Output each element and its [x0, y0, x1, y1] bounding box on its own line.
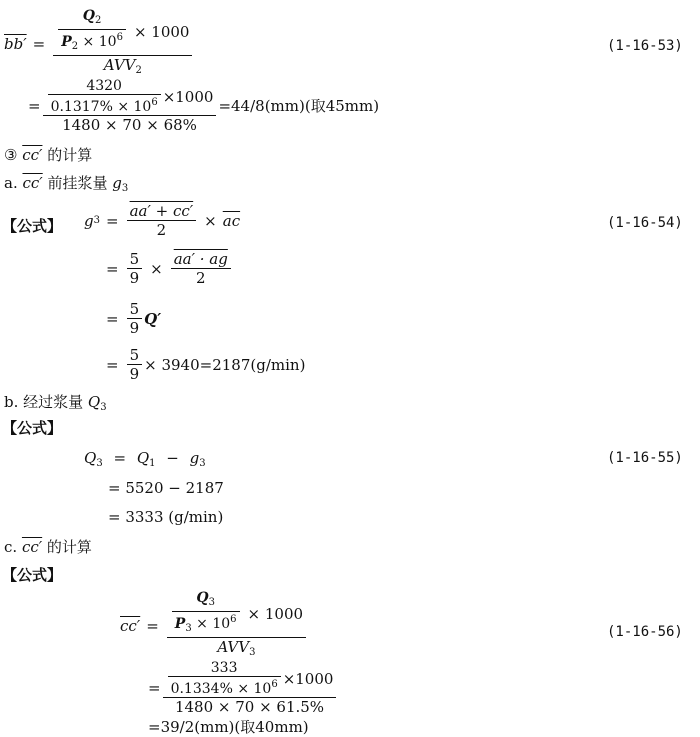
- section-c-title: ③ cc′ 的计算: [4, 146, 93, 164]
- eq55-line1: $Q_3 = Q_1 - g_3$: [84, 449, 206, 469]
- eq53-number: (1-16-53): [607, 38, 683, 54]
- circled-three: ③: [4, 146, 18, 164]
- eq53-num-value: 4320: [86, 78, 122, 94]
- eq56-line1: cc′ = $\frac{Q_3}{P_3 \times 10^6}$ × 1000 $AVV_3$: [120, 590, 308, 662]
- eq54-fraction-1: $\frac{aa' + cc'}{2}$: [127, 202, 197, 239]
- eq53-inner-den: P: [61, 34, 72, 50]
- eq53-inner-num-sub: 2: [94, 15, 102, 26]
- subsection-a-title: a. cc′ 前挂浆量 $g_3$: [4, 174, 129, 194]
- eq56-outer-fraction: $\frac{Q_3}{P_3 \times 10^6}$ × 1000 $AVV_3$: [167, 590, 306, 662]
- eq56-lhs: cc′: [120, 617, 141, 635]
- eq53-line2: [28, 78, 379, 134]
- eq56-line2: = $\frac{333}{0.1334\% \times 10^6}$ ×1000 1480 × 70 × 61.5%: [148, 660, 338, 716]
- eq55-line3: = 3333 (g/min): [108, 508, 224, 526]
- eq54-line1: g 3 = $\frac{aa' + cc'}{2}$ × $\overline{ac}$: [84, 202, 241, 239]
- eq53-value-inner-fraction: $\frac{4320}{0.1317\% \times 10^6}$: [48, 78, 161, 115]
- eq54-line4: = $\frac{5}{9}$ × 3940=2187(g/min): [106, 346, 306, 383]
- eq54-line2: = $\frac{5}{9}$ × $\frac{aa' \cdot ag}{2}$: [106, 250, 233, 287]
- eq53-equals: =: [32, 35, 46, 53]
- eq56-result: =39/2(mm)(取40mm): [148, 718, 309, 736]
- eq53-outer-fraction: [53, 8, 192, 80]
- eq53-inner-num: Q: [82, 8, 95, 24]
- eq53-inner-fraction: $\frac{Q_2}{P_2 \times 10^6}$: [58, 8, 126, 55]
- section-c-var: cc′: [22, 146, 43, 164]
- eq54-line3: = $\frac{5}{9}$ Q′: [106, 300, 162, 337]
- eq53-times-1000: × 1000: [133, 22, 190, 41]
- eq53-num-den-part: 0.1317% × 10: [50, 99, 152, 115]
- eq54-number: (1-16-54): [607, 215, 683, 231]
- eq53-value-times-1000: ×1000: [162, 87, 214, 106]
- formula-label-1: 【公式】: [2, 217, 63, 235]
- eq53-lhs: bb′: [4, 35, 27, 53]
- eq53-den-value: 1480 × 70 × 68%: [62, 116, 197, 134]
- eq53-result: =44/8(mm)(取45mm): [218, 97, 380, 115]
- formula-label-2: 【公式】: [2, 419, 63, 437]
- eq53-line1: [4, 8, 194, 80]
- eq53-outer-numerator: [53, 8, 192, 55]
- eq55-line2: = 5520 − 2187: [108, 479, 224, 497]
- eq53-outer-denominator: $AVV_2$: [103, 56, 142, 76]
- subsection-b-title: b. 经过浆量 $Q_3$: [4, 393, 107, 413]
- eq53-value-fraction: [43, 78, 217, 134]
- eq55-number: (1-16-55): [607, 450, 683, 466]
- formula-label-3: 【公式】: [2, 566, 63, 584]
- eq53-step-equals: =: [28, 97, 41, 115]
- eq56-number: (1-16-56): [607, 624, 683, 640]
- subsection-c-title: c. cc′ 的计算: [4, 538, 92, 556]
- eq54-ac: $\overline{ac}$: [222, 211, 241, 230]
